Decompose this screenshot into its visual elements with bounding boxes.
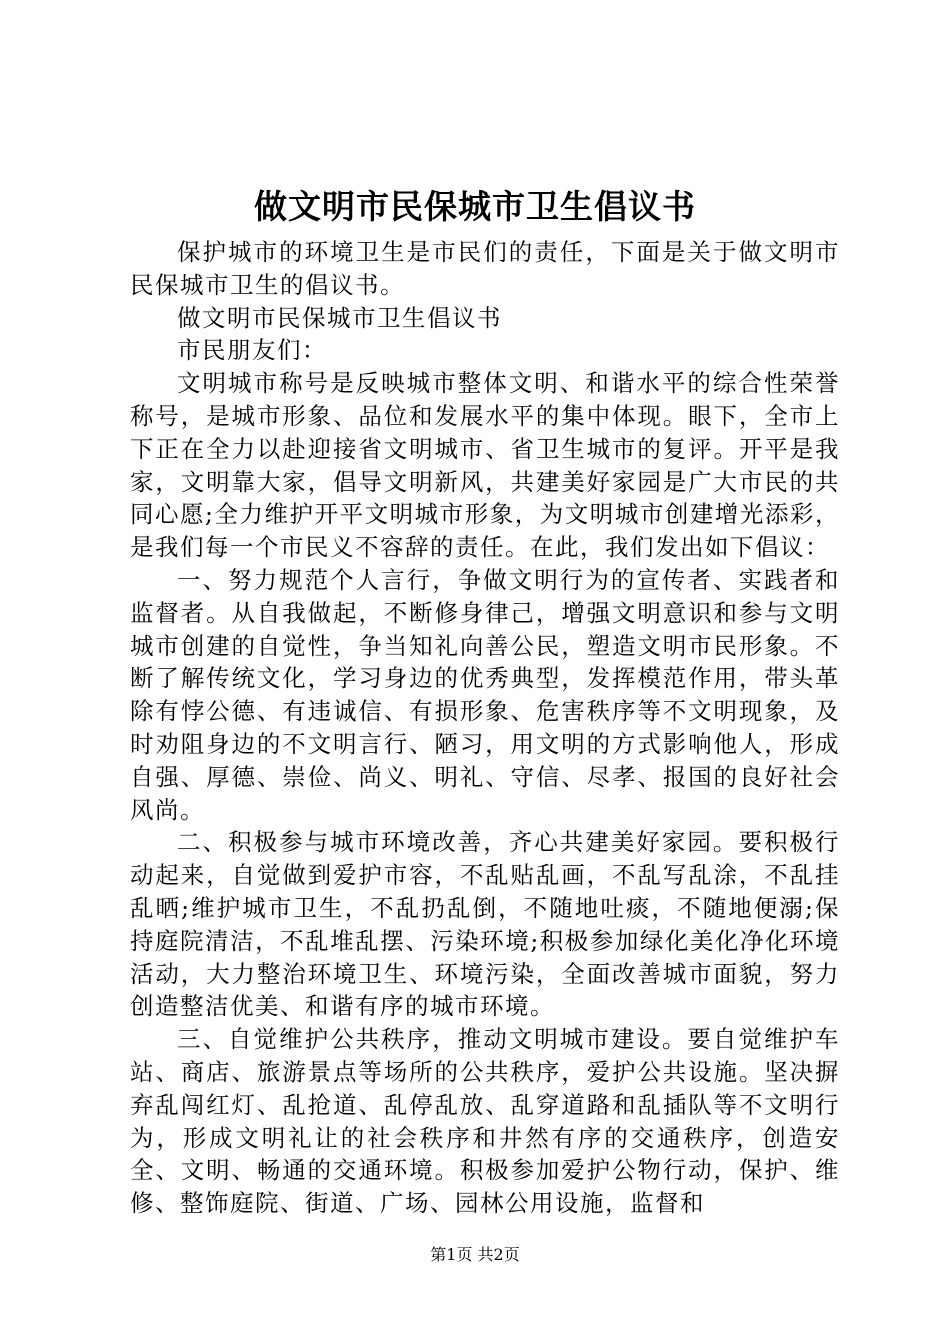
body-paragraph: 文明城市称号是反映城市整体文明、和谐水平的综合性荣誉称号，是城市形象、品位和发展水平的集中体现。眼下，全市上下正在全力以赴迎接省文明城市、省卫生城市的复评。开平是我家，文明靠大家，倡导文明新风，共建美好家园是广大市民的共同心愿;全力维护开平文明城市形象，为文明城市创建增光添彩，是我们每一个市民义不容辞的责任。在此，我们发出如下倡议： bbox=[130, 369, 840, 562]
intro-paragraph: 保护城市的环境卫生是市民们的责任，下面是关于做文明市民保城市卫生的倡议书。 bbox=[130, 238, 840, 299]
document-body bbox=[130, 236, 840, 1220]
salutation-paragraph: 市民朋友们： bbox=[177, 336, 327, 365]
proposal-paragraph-1: 一、努力规范个人言行，争做文明行为的宣传者、实践者和监督者。从自我做起，不断修身律己，增强文明意识和参与文明城市创建的自觉性，争当知礼向善公民，塑造文明市民形象。不断了解传统文化，学习身边的优秀典型，发挥模范作用，带头革除有悖公德、有违诚信、有损形象、危害秩序等不文明现象，及时劝阻身边的不文明言行、陋习，用文明的方式影响他人，形成自强、厚德、崇俭、尚义、明礼、守信、尽孝、报国的良好社会风尚。 bbox=[130, 565, 840, 824]
document-title: 做文明市民保城市卫生倡议书 bbox=[254, 187, 696, 226]
proposal-paragraph-2: 二、积极参与城市环境改善，齐心共建美好家园。要积极行动起来，自觉做到爱护市容，不乱贴乱画，不乱写乱涂，不乱挂乱晒;维护城市卫生，不乱扔乱倒，不随地吐痰，不随地便溺;保持庭院清洁，不乱堆乱摆、污染环境;积极参加绿化美化净化环境活动，大力整治环境卫生、环境污染，全面改善城市面貌，努力创造整洁优美、和谐有序的城市环境。 bbox=[130, 828, 840, 1021]
page-number-footer: 第1页 共2页 bbox=[430, 1245, 520, 1264]
proposal-paragraph-3: 三、自觉维护公共秩序，推动文明城市建设。要自觉维护车站、商店、旅游景点等场所的公共秩序，爱护公共设施。坚决摒弃乱闯红灯、乱抢道、乱停乱放、乱穿道路和乱插队等不文明行为，形成文明礼让的社会秩序和井然有序的交通秩序，创造安全、文明、畅通的交通环境。积极参加爱护公物行动，保护、维修、整饰庭院、街道、广场、园林公用设施，监督和 bbox=[130, 1025, 840, 1218]
subtitle-paragraph: 做文明市民保城市卫生倡议书 bbox=[177, 303, 502, 332]
